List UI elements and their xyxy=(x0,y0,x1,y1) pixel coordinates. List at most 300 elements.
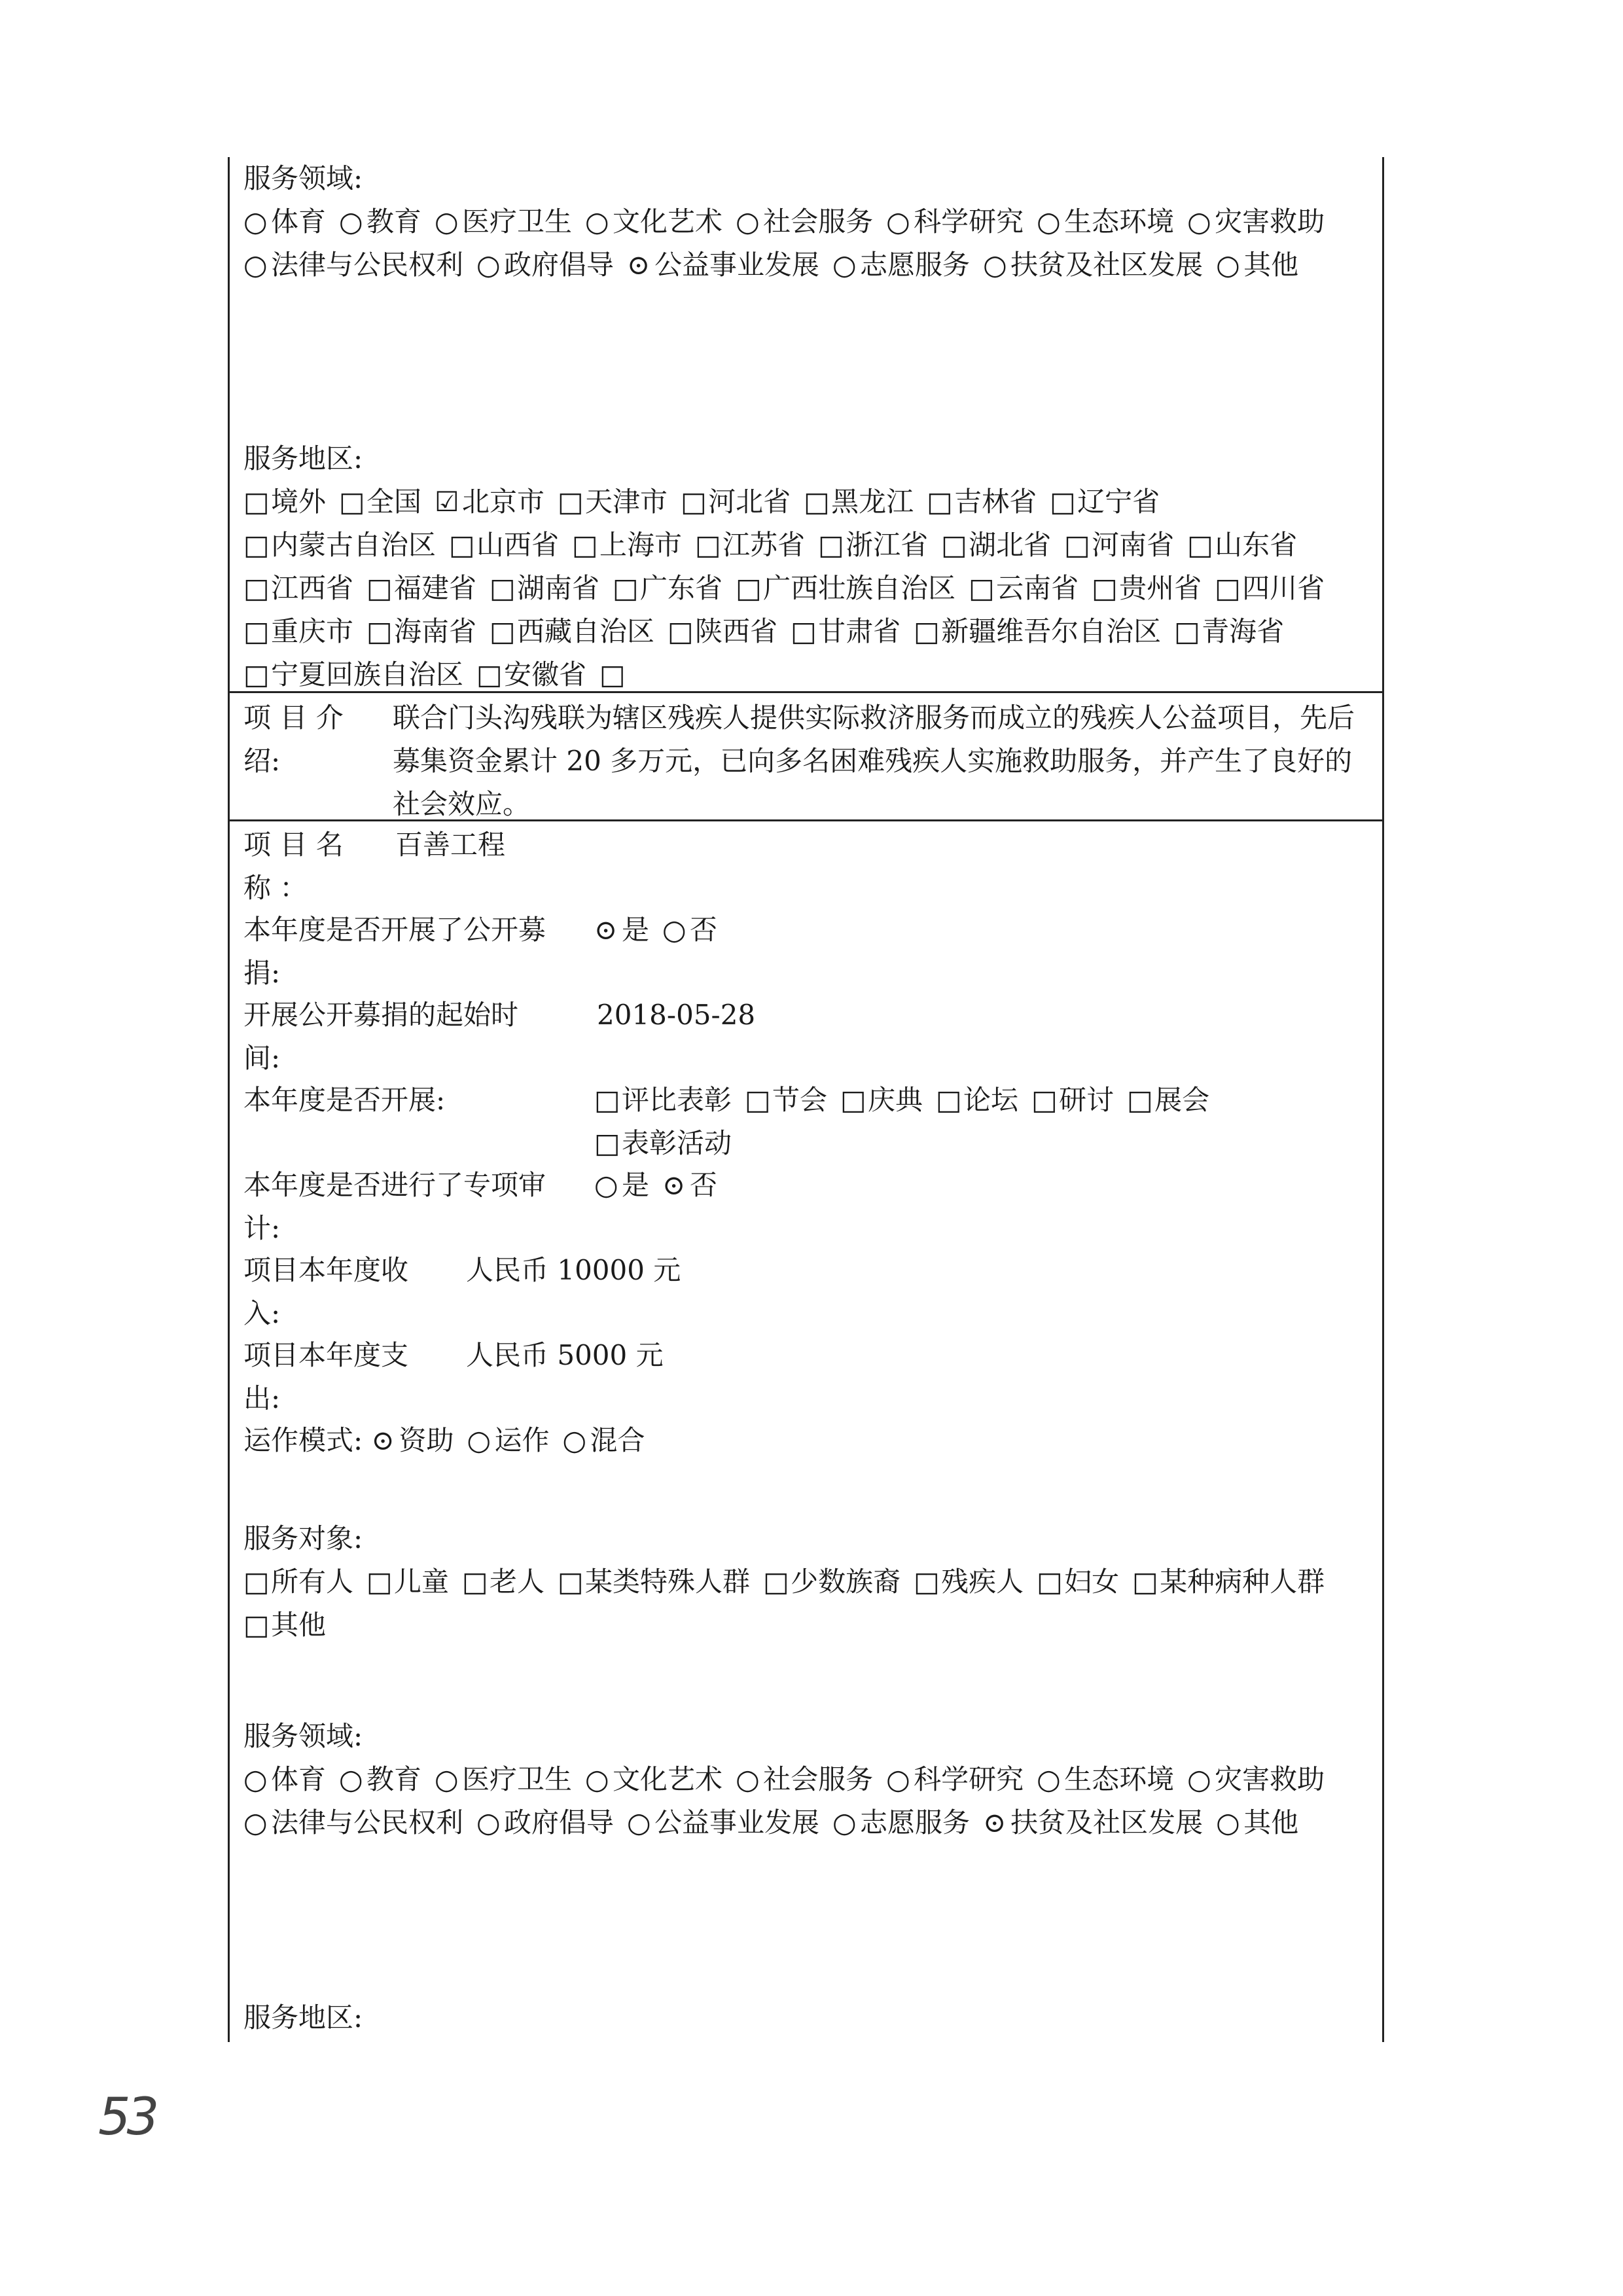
option-item[interactable] xyxy=(243,200,326,243)
service-field-options xyxy=(243,1758,1369,1844)
radio-icon[interactable]: ○ xyxy=(476,1806,501,1839)
option-item[interactable] xyxy=(243,567,353,610)
option-label: 科学研究 xyxy=(914,206,1024,238)
option-label: 天津市 xyxy=(585,486,668,518)
checkbox-icon[interactable]: □ xyxy=(763,1566,789,1598)
option-item[interactable] xyxy=(1064,524,1174,567)
radio-icon[interactable]: ○ xyxy=(1187,1763,1211,1795)
option-item[interactable] xyxy=(243,1758,326,1801)
checkbox-icon[interactable]: ☑ xyxy=(435,486,459,518)
checkbox-icon[interactable]: □ xyxy=(449,529,475,561)
option-item[interactable] xyxy=(763,1560,901,1604)
option-label: 贵州省 xyxy=(1119,572,1202,604)
radio-icon[interactable]: ⊙ xyxy=(662,1169,686,1201)
option-item[interactable] xyxy=(1187,524,1297,567)
checkbox-icon[interactable]: □ xyxy=(681,486,707,518)
option-item[interactable] xyxy=(243,480,326,524)
option-label: 否 xyxy=(690,914,718,946)
checkbox-icon[interactable]: □ xyxy=(1031,1084,1058,1116)
option-item[interactable] xyxy=(1037,200,1174,243)
checkbox-icon[interactable]: □ xyxy=(366,572,393,604)
option-item[interactable] xyxy=(435,200,572,243)
radio-icon[interactable]: ○ xyxy=(1216,1806,1240,1839)
service-region-label: 服务地区: xyxy=(243,442,363,475)
public-fundraising-options xyxy=(594,908,730,952)
radio-icon[interactable]: ○ xyxy=(476,249,501,281)
option-label: 境外 xyxy=(271,486,327,518)
option-label: 残疾人 xyxy=(941,1566,1024,1598)
radio-icon[interactable]: ○ xyxy=(562,1424,587,1456)
option-label: 辽宁省 xyxy=(1077,486,1160,518)
checkbox-icon[interactable]: □ xyxy=(490,572,516,604)
checkbox-icon[interactable]: □ xyxy=(243,658,270,691)
radio-icon[interactable]: ○ xyxy=(832,1806,857,1839)
option-item[interactable] xyxy=(339,480,421,524)
option-label: 上海市 xyxy=(599,529,683,561)
option-label: 论坛 xyxy=(963,1084,1019,1116)
option-item[interactable] xyxy=(1050,480,1160,524)
checkbox-icon[interactable]: □ xyxy=(558,1566,584,1598)
intro-label-line1: 项 目 介 xyxy=(243,702,344,734)
expense-value: 人民币 5000 元 xyxy=(466,1339,664,1371)
service-field-section-2 xyxy=(243,1715,1369,1844)
option-label: 志愿服务 xyxy=(860,249,971,281)
option-label: 儿童 xyxy=(394,1566,450,1598)
option-item[interactable] xyxy=(927,480,1037,524)
table-right-border xyxy=(1382,157,1384,2042)
option-item[interactable] xyxy=(1187,200,1325,243)
option-item[interactable] xyxy=(563,1419,645,1462)
radio-icon[interactable]: ○ xyxy=(243,249,268,281)
audit-label-line2: 计: xyxy=(243,1212,281,1244)
checkbox-icon[interactable]: □ xyxy=(1064,529,1090,561)
option-label: 公益事业发展 xyxy=(654,249,820,281)
radio-icon[interactable]: ⊙ xyxy=(983,1806,1007,1839)
option-label: 生态环境 xyxy=(1064,1763,1175,1795)
checkbox-icon[interactable]: □ xyxy=(1174,615,1200,647)
option-label: 北京市 xyxy=(462,486,545,518)
service-region-section-2 xyxy=(243,1996,363,2039)
option-label: 江苏省 xyxy=(722,529,806,561)
income-label-line2: 入: xyxy=(243,1297,281,1329)
public-fundraising-label-line1: 本年度是否开展了公开募 xyxy=(243,914,546,946)
option-item[interactable] xyxy=(1216,1801,1298,1844)
checkbox-icon[interactable]: □ xyxy=(818,529,844,561)
option-item[interactable] xyxy=(476,243,614,287)
fundraising-start-value: 2018-05-28 xyxy=(597,999,756,1031)
activities-options xyxy=(594,1079,1369,1165)
service-field-section-1 xyxy=(243,157,1369,287)
option-label: 是 xyxy=(622,914,650,946)
option-label: 否 xyxy=(690,1169,718,1201)
checkbox-icon[interactable]: □ xyxy=(736,572,762,604)
option-label: 是 xyxy=(622,1169,650,1201)
option-label: 老人 xyxy=(490,1566,545,1598)
service-region-section-1 xyxy=(243,437,1369,696)
option-item[interactable] xyxy=(585,1758,722,1801)
project-name-value: 百善工程 xyxy=(395,829,506,861)
option-item[interactable] xyxy=(243,524,436,567)
radio-icon[interactable]: ○ xyxy=(243,1806,268,1839)
option-item[interactable] xyxy=(594,1122,732,1165)
option-item[interactable] xyxy=(914,610,1161,653)
radio-icon[interactable]: ○ xyxy=(736,1763,760,1795)
radio-icon[interactable]: ○ xyxy=(662,914,687,946)
operation-mode-options xyxy=(372,1424,658,1456)
option-item[interactable] xyxy=(594,908,649,952)
option-item[interactable] xyxy=(662,908,717,952)
service-target-label: 服务对象: xyxy=(243,1522,363,1554)
expense-label-line2: 出: xyxy=(243,1382,281,1414)
option-item[interactable] xyxy=(366,567,476,610)
radio-icon[interactable]: ⊙ xyxy=(627,249,651,281)
checkbox-icon[interactable]: □ xyxy=(936,1084,962,1116)
checkbox-icon[interactable]: □ xyxy=(594,1084,620,1116)
radio-icon[interactable]: ○ xyxy=(467,1424,491,1456)
option-item[interactable] xyxy=(936,1079,1018,1122)
option-label: 福建省 xyxy=(394,572,477,604)
option-item[interactable] xyxy=(1037,1758,1174,1801)
checkbox-icon[interactable]: □ xyxy=(695,529,721,561)
option-item[interactable] xyxy=(736,567,955,610)
checkbox-icon[interactable]: □ xyxy=(1215,572,1241,604)
option-label: 新疆维吾尔自治区 xyxy=(941,615,1162,647)
option-item[interactable] xyxy=(435,480,544,524)
option-label: 体育 xyxy=(271,1763,327,1795)
checkbox-icon[interactable]: □ xyxy=(914,1566,940,1598)
fundraising-start-label-line1: 开展公开募捐的起始时 xyxy=(243,999,519,1031)
radio-icon[interactable]: ○ xyxy=(243,1763,268,1795)
audit-options xyxy=(594,1164,730,1207)
option-label: 西藏自治区 xyxy=(517,615,655,647)
option-label: 生态环境 xyxy=(1064,206,1175,238)
checkbox-icon[interactable]: □ xyxy=(243,1566,270,1598)
option-label: 社会服务 xyxy=(763,1763,874,1795)
radio-icon[interactable]: ○ xyxy=(1037,1763,1061,1795)
checkbox-icon[interactable]: □ xyxy=(243,1609,270,1641)
option-item[interactable] xyxy=(1174,610,1284,653)
audit-label-line1: 本年度是否进行了专项审 xyxy=(243,1169,546,1201)
option-item[interactable] xyxy=(1132,1560,1325,1604)
radio-icon[interactable]: ○ xyxy=(243,206,268,238)
radio-icon[interactable]: ○ xyxy=(435,1763,459,1795)
checkbox-icon[interactable]: □ xyxy=(476,658,503,691)
option-label: 海南省 xyxy=(394,615,477,647)
option-item[interactable] xyxy=(818,524,928,567)
radio-icon[interactable]: ○ xyxy=(585,206,609,238)
checkbox-icon[interactable]: □ xyxy=(668,615,694,647)
checkbox-icon[interactable]: □ xyxy=(745,1084,771,1116)
public-fundraising-label xyxy=(243,908,546,995)
checkbox-icon[interactable]: □ xyxy=(366,615,393,647)
option-label: 法律与公民权利 xyxy=(271,249,464,281)
checkbox-icon[interactable]: □ xyxy=(462,1566,488,1598)
option-item[interactable] xyxy=(594,1079,732,1122)
option-label: 所有人 xyxy=(271,1566,354,1598)
option-item[interactable] xyxy=(886,1758,1024,1801)
option-label: 云南省 xyxy=(996,572,1079,604)
activities-label: 本年度是否开展: xyxy=(243,1084,446,1116)
option-label: 宁夏回族自治区 xyxy=(271,658,464,691)
option-label: 某类特殊人群 xyxy=(585,1566,751,1598)
radio-icon[interactable]: ○ xyxy=(1187,206,1211,238)
option-item[interactable] xyxy=(941,524,1051,567)
option-label: 广西壮族自治区 xyxy=(763,572,956,604)
option-label: 山西省 xyxy=(476,529,560,561)
radio-icon[interactable]: ⊙ xyxy=(594,914,618,946)
checkbox-icon[interactable]: □ xyxy=(572,529,598,561)
option-label: 政府倡导 xyxy=(504,249,615,281)
option-item[interactable] xyxy=(662,1164,717,1207)
project-name-label-line2: 称 ： xyxy=(243,872,308,904)
option-item[interactable] xyxy=(668,610,777,653)
option-label: 其他 xyxy=(1243,249,1299,281)
intro-label-line2: 绍: xyxy=(243,745,281,777)
radio-icon[interactable]: ○ xyxy=(832,249,857,281)
option-item[interactable] xyxy=(613,567,722,610)
option-label: 河南省 xyxy=(1092,529,1175,561)
option-label: 资助 xyxy=(399,1424,454,1456)
radio-icon[interactable]: ○ xyxy=(886,1763,910,1795)
option-label: 内蒙古自治区 xyxy=(271,529,437,561)
checkbox-icon[interactable]: □ xyxy=(1132,1566,1158,1598)
option-item[interactable] xyxy=(695,524,805,567)
service-target-section xyxy=(243,1517,1369,1647)
option-item[interactable] xyxy=(886,200,1024,243)
checkbox-icon[interactable]: □ xyxy=(366,1566,393,1598)
option-label: 安徽省 xyxy=(504,658,587,691)
option-item[interactable] xyxy=(490,567,599,610)
option-item[interactable] xyxy=(983,1801,1203,1844)
checkbox-icon[interactable]: □ xyxy=(490,615,516,647)
service-field-label: 服务领域: xyxy=(243,1720,363,1752)
expense-label-line1: 项目本年度支 xyxy=(243,1339,409,1371)
radio-icon[interactable]: ○ xyxy=(736,206,760,238)
option-item[interactable] xyxy=(558,1560,750,1604)
radio-icon[interactable]: ○ xyxy=(435,206,459,238)
option-label: 四川省 xyxy=(1242,572,1325,604)
option-label: 医疗卫生 xyxy=(462,1763,573,1795)
option-label: 吉林省 xyxy=(954,486,1037,518)
radio-icon[interactable]: ○ xyxy=(627,1806,651,1839)
option-item[interactable] xyxy=(467,1419,550,1462)
option-item[interactable] xyxy=(599,653,627,696)
option-label: 少数族裔 xyxy=(791,1566,901,1598)
option-label: 黑龙江 xyxy=(831,486,914,518)
option-label: 表彰活动 xyxy=(622,1127,732,1159)
option-item[interactable] xyxy=(339,1758,421,1801)
option-item[interactable] xyxy=(840,1079,923,1122)
option-label: 展会 xyxy=(1154,1084,1210,1116)
checkbox-icon[interactable]: □ xyxy=(1050,486,1076,518)
checkbox-icon[interactable]: □ xyxy=(1187,529,1213,561)
project-intro-label xyxy=(243,696,387,783)
operation-mode-label: 运作模式: xyxy=(243,1424,363,1456)
audit-label xyxy=(243,1164,546,1250)
option-item[interactable] xyxy=(572,524,682,567)
option-item[interactable] xyxy=(736,200,873,243)
radio-icon[interactable]: ○ xyxy=(1037,206,1061,238)
radio-icon[interactable]: ⊙ xyxy=(371,1424,395,1456)
option-label: 扶贫及社区发展 xyxy=(1010,1806,1204,1839)
radio-icon[interactable]: ○ xyxy=(983,249,1007,281)
option-label: 社会服务 xyxy=(763,206,874,238)
option-item[interactable] xyxy=(490,610,654,653)
option-label: 法律与公民权利 xyxy=(271,1806,464,1839)
option-label: 河北省 xyxy=(708,486,791,518)
checkbox-icon[interactable]: □ xyxy=(941,529,967,561)
service-region-label: 服务地区: xyxy=(243,2001,363,2034)
option-item[interactable] xyxy=(243,610,353,653)
option-item[interactable] xyxy=(585,200,722,243)
option-label: 山东省 xyxy=(1215,529,1298,561)
option-label: 湖北省 xyxy=(969,529,1052,561)
checkbox-icon[interactable]: □ xyxy=(558,486,584,518)
checkbox-icon[interactable]: □ xyxy=(1037,1566,1063,1598)
operation-mode-row xyxy=(243,1419,1369,1462)
option-item[interactable] xyxy=(594,1164,649,1207)
option-label: 评比表彰 xyxy=(622,1084,732,1116)
option-label: 教育 xyxy=(366,206,422,238)
option-label: 政府倡导 xyxy=(504,1806,615,1839)
checkbox-icon[interactable]: □ xyxy=(791,615,817,647)
fundraising-start-label xyxy=(243,994,518,1080)
option-item[interactable] xyxy=(1037,1560,1119,1604)
option-item[interactable] xyxy=(476,1801,614,1844)
option-item[interactable] xyxy=(1031,1079,1114,1122)
checkbox-icon[interactable]: □ xyxy=(599,658,626,691)
project-name-label xyxy=(243,823,344,910)
option-label: 全国 xyxy=(366,486,422,518)
option-item[interactable] xyxy=(339,200,421,243)
checkbox-icon[interactable]: □ xyxy=(840,1084,866,1116)
option-label: 陕西省 xyxy=(695,615,778,647)
option-item[interactable] xyxy=(558,480,668,524)
option-label: 扶贫及社区发展 xyxy=(1010,249,1204,281)
option-item[interactable] xyxy=(243,1604,326,1647)
option-item[interactable] xyxy=(627,243,819,287)
radio-icon[interactable]: ○ xyxy=(339,1763,363,1795)
radio-icon[interactable]: ○ xyxy=(1216,249,1240,281)
service-target-options xyxy=(243,1560,1369,1647)
checkbox-icon[interactable]: □ xyxy=(1092,572,1118,604)
option-item[interactable] xyxy=(736,1758,873,1801)
income-label xyxy=(243,1249,408,1335)
checkbox-icon[interactable]: □ xyxy=(927,486,953,518)
option-item[interactable] xyxy=(1216,243,1298,287)
option-item[interactable] xyxy=(449,524,559,567)
service-field-options xyxy=(243,200,1369,287)
radio-icon[interactable]: ○ xyxy=(886,206,910,238)
option-item[interactable] xyxy=(832,243,970,287)
option-item[interactable] xyxy=(243,1560,353,1604)
option-label: 混合 xyxy=(590,1424,645,1456)
checkbox-icon[interactable]: □ xyxy=(243,529,270,561)
option-item[interactable] xyxy=(366,610,476,653)
option-label: 浙江省 xyxy=(846,529,929,561)
radio-icon[interactable]: ○ xyxy=(594,1169,618,1201)
option-label: 灾害救助 xyxy=(1215,1763,1325,1795)
checkbox-icon[interactable]: □ xyxy=(804,486,830,518)
option-label: 研讨 xyxy=(1059,1084,1115,1116)
radio-icon[interactable]: ○ xyxy=(339,206,363,238)
option-label: 青海省 xyxy=(1202,615,1285,647)
expense-label xyxy=(243,1334,408,1420)
option-label: 妇女 xyxy=(1064,1566,1120,1598)
checkbox-icon[interactable]: □ xyxy=(1127,1084,1153,1116)
option-item[interactable] xyxy=(983,243,1203,287)
option-item[interactable] xyxy=(1215,567,1325,610)
option-item[interactable] xyxy=(745,1079,827,1122)
option-label: 节会 xyxy=(772,1084,828,1116)
option-item[interactable] xyxy=(1127,1079,1209,1122)
option-item[interactable] xyxy=(435,1758,572,1801)
handwritten-page-number: 53 xyxy=(98,2088,156,2147)
checkbox-icon[interactable]: □ xyxy=(243,615,270,647)
option-item[interactable] xyxy=(372,1419,454,1462)
radio-icon[interactable]: ○ xyxy=(585,1763,609,1795)
checkbox-icon[interactable]: □ xyxy=(243,486,270,518)
table-left-border xyxy=(228,157,230,2042)
option-item[interactable] xyxy=(627,1801,819,1844)
option-label: 教育 xyxy=(366,1763,422,1795)
checkbox-icon[interactable]: □ xyxy=(339,486,365,518)
income-label-line1: 项目本年度收 xyxy=(243,1254,409,1286)
option-label: 重庆市 xyxy=(271,615,354,647)
option-item[interactable] xyxy=(462,1560,544,1604)
option-item[interactable] xyxy=(969,567,1079,610)
option-label: 甘肃省 xyxy=(818,615,901,647)
option-label: 湖南省 xyxy=(517,572,600,604)
option-item[interactable] xyxy=(681,480,791,524)
option-label: 文化艺术 xyxy=(613,206,723,238)
option-label: 运作 xyxy=(494,1424,550,1456)
option-label: 志愿服务 xyxy=(860,1806,971,1839)
option-item[interactable] xyxy=(1092,567,1202,610)
checkbox-icon[interactable]: □ xyxy=(594,1127,620,1159)
public-fundraising-label-line2: 捐: xyxy=(243,957,281,989)
option-item[interactable] xyxy=(243,1801,463,1844)
checkbox-icon[interactable]: □ xyxy=(613,572,639,604)
fundraising-start-label-line2: 间: xyxy=(243,1042,281,1074)
option-item[interactable] xyxy=(243,653,463,696)
option-item[interactable] xyxy=(366,1560,449,1604)
option-label: 庆典 xyxy=(868,1084,923,1116)
option-label: 公益事业发展 xyxy=(654,1806,820,1839)
checkbox-icon[interactable]: □ xyxy=(969,572,995,604)
option-item[interactable] xyxy=(804,480,914,524)
option-label: 其他 xyxy=(1243,1806,1299,1839)
income-value: 人民币 10000 元 xyxy=(466,1254,681,1286)
option-item[interactable] xyxy=(914,1560,1024,1604)
option-label: 科学研究 xyxy=(914,1763,1024,1795)
service-field-label: 服务领域: xyxy=(243,162,363,194)
option-item[interactable] xyxy=(243,243,463,287)
option-label: 江西省 xyxy=(271,572,354,604)
option-item[interactable] xyxy=(476,653,586,696)
option-label: 广东省 xyxy=(640,572,723,604)
checkbox-icon[interactable]: □ xyxy=(243,572,270,604)
option-label: 灾害救助 xyxy=(1215,206,1325,238)
option-item[interactable] xyxy=(1187,1758,1325,1801)
option-item[interactable] xyxy=(791,610,901,653)
option-label: 医疗卫生 xyxy=(462,206,573,238)
option-item[interactable] xyxy=(832,1801,970,1844)
service-region-options xyxy=(243,480,1369,696)
project-name-label-line1: 项 目 名 xyxy=(243,829,344,861)
checkbox-icon[interactable]: □ xyxy=(914,615,940,647)
option-label: 其他 xyxy=(271,1609,327,1641)
